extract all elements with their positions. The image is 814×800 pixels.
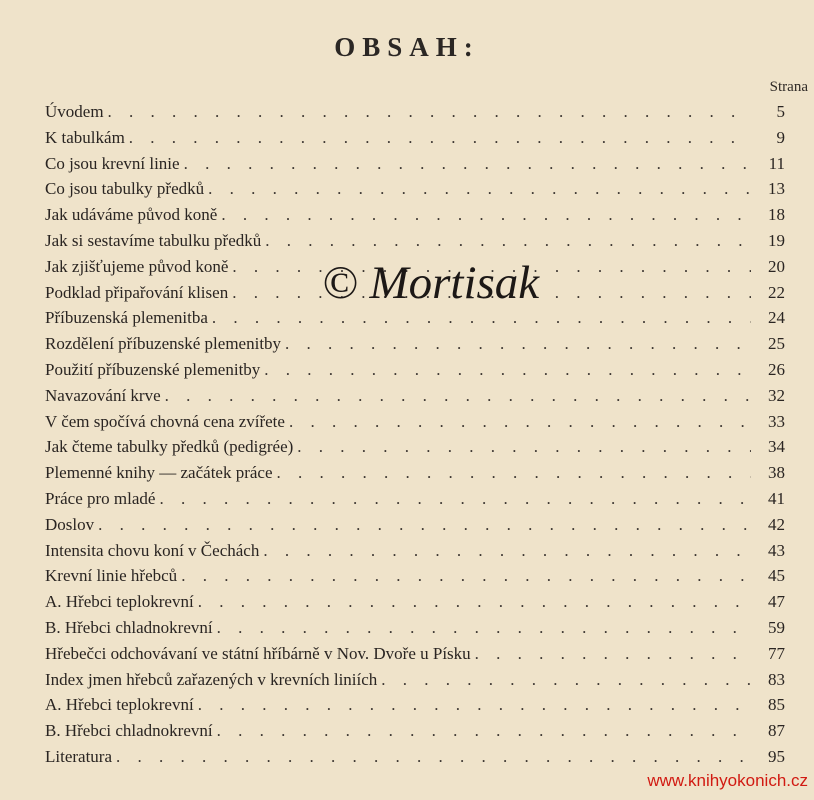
- dot-leader: [217, 615, 751, 641]
- toc-entry-page: 13: [768, 179, 785, 199]
- dot-leader: [265, 228, 751, 254]
- toc-entry: [45, 383, 785, 409]
- toc-entry: [45, 718, 785, 744]
- toc-entry: [45, 460, 785, 486]
- toc-entry-label: Co jsou krevní linie: [45, 153, 180, 173]
- toc-entry: [45, 99, 785, 125]
- toc-entry: [45, 202, 785, 228]
- toc-entry-page: 22: [768, 282, 785, 302]
- toc-entry-label: Podklad připařování klisen: [45, 282, 229, 302]
- toc-entry-label: V čem spočívá chovná cena zvířete: [45, 411, 285, 431]
- watermark: © Mortisak: [322, 257, 540, 309]
- toc-entry: [45, 331, 785, 357]
- toc-entry-page: 18: [768, 205, 785, 225]
- toc-entry-page: 83: [768, 669, 785, 689]
- toc-entry-page: 25: [768, 334, 785, 354]
- toc-entry: [45, 512, 785, 538]
- toc-entry-label: Použití příbuzenské plemenitby: [45, 359, 261, 379]
- toc-entry-label: B. Hřebci chladnokrevní: [45, 721, 213, 741]
- toc-entry-page: 42: [768, 514, 785, 534]
- toc-entry: [45, 228, 785, 254]
- toc-entry-label: Literatura: [45, 746, 113, 766]
- toc-entry-label: Navazování krve: [45, 385, 161, 405]
- dot-leader: [217, 718, 751, 744]
- toc-entry: [45, 434, 785, 460]
- toc-entry-label: Intensita chovu koní v Čechách: [45, 540, 260, 560]
- toc-entry: [45, 692, 785, 718]
- toc-entry-page: 24: [768, 308, 785, 328]
- toc-entry-page: 5: [776, 102, 785, 121]
- dot-leader: [181, 563, 751, 589]
- toc-entry: [45, 176, 785, 202]
- website-link[interactable]: www.knihyokonich.cz: [647, 771, 808, 790]
- toc-entry-page: 47: [768, 592, 785, 612]
- dot-leader: [159, 486, 751, 512]
- dot-leader: [221, 202, 751, 228]
- toc-entry: [45, 563, 785, 589]
- toc-entry-page: 41: [768, 488, 785, 508]
- toc-entry-label: Jak si sestavíme tabulku předků: [45, 230, 262, 250]
- toc-entry-label: K tabulkám: [45, 127, 125, 147]
- toc-entry-page: 87: [768, 721, 785, 741]
- toc-entry: [45, 538, 785, 564]
- dot-leader: [198, 589, 751, 615]
- toc-entry-page: 59: [768, 617, 785, 637]
- toc-entry: [45, 641, 785, 667]
- toc-entry-page: 45: [768, 566, 785, 586]
- toc-entry: [45, 486, 785, 512]
- toc-entry-page: 85: [768, 695, 785, 715]
- toc-entry-label: Rozdělení příbuzenské plemenitby: [45, 334, 282, 354]
- dot-leader: [208, 176, 751, 202]
- dot-leader: [289, 409, 751, 435]
- toc-entry-page: 19: [768, 230, 785, 250]
- toc-entry-page: 95: [768, 746, 785, 766]
- toc-entry-label: Jak udáváme původ koně: [45, 205, 218, 225]
- dot-leader: [116, 744, 751, 770]
- dot-leader: [165, 383, 751, 409]
- dot-leader: [297, 434, 751, 460]
- dot-leader: [198, 692, 751, 718]
- dot-leader: [264, 357, 751, 383]
- toc-entry-label: Co jsou tabulky předků: [45, 179, 205, 199]
- toc-entry-page: 32: [768, 385, 785, 405]
- toc-entry: [45, 409, 785, 435]
- toc-entry-page: 9: [776, 127, 785, 147]
- toc-entry-label: Index jmen hřebců zařazených v krevních liniích: [45, 669, 378, 689]
- toc-entry-page: 77: [768, 643, 785, 663]
- toc-entry: [45, 615, 785, 641]
- table-of-contents: [45, 99, 785, 770]
- toc-entry-label: Plemenné knihy — začátek práce: [45, 463, 273, 483]
- toc-entry-label: Doslov: [45, 514, 95, 534]
- toc-entry-page: 11: [768, 153, 785, 173]
- toc-entry-label: Hřebečci odchovávaní ve státní hříbárně v Nov. Dvoře u Písku: [45, 643, 471, 663]
- page-title: OBSAH:: [334, 32, 480, 62]
- toc-entry-page: 38: [768, 463, 785, 483]
- toc-entry: [45, 589, 785, 615]
- toc-entry-page: 20: [768, 256, 785, 276]
- toc-entry: [45, 125, 785, 151]
- toc-entry-page: 43: [768, 540, 785, 560]
- dot-leader: [108, 99, 751, 125]
- toc-entry-page: 34: [768, 437, 785, 457]
- dot-leader: [263, 538, 751, 564]
- toc-entry-page: 26: [768, 359, 785, 379]
- dot-leader: [381, 667, 751, 693]
- toc-entry-label: A. Hřebci teplokrevní: [45, 592, 194, 612]
- toc-entry-label: B. Hřebci chladnokrevní: [45, 617, 213, 637]
- dot-leader: [285, 331, 751, 357]
- toc-entry: [45, 357, 785, 383]
- toc-entry-label: Jak zjišťujeme původ koně: [45, 256, 229, 276]
- toc-entry: [45, 744, 785, 770]
- dot-leader: [277, 460, 751, 486]
- page-column-header: Strana: [769, 79, 808, 95]
- toc-entry-label: Krevní linie hřebců: [45, 566, 178, 586]
- toc-entry-page: 33: [768, 411, 785, 431]
- toc-entry: [45, 151, 785, 177]
- toc-entry-label: Práce pro mladé: [45, 488, 156, 508]
- toc-entry: [45, 667, 785, 693]
- dot-leader: [98, 512, 751, 538]
- dot-leader: [475, 641, 751, 667]
- toc-entry-label: Příbuzenská plemenitba: [45, 308, 208, 328]
- toc-entry-label: Jak čteme tabulky předků (pedigrée): [45, 437, 294, 457]
- toc-entry-label: A. Hřebci teplokrevní: [45, 695, 194, 715]
- dot-leader: [184, 151, 751, 177]
- dot-leader: [129, 125, 751, 151]
- toc-entry-label: Úvodem: [45, 102, 104, 121]
